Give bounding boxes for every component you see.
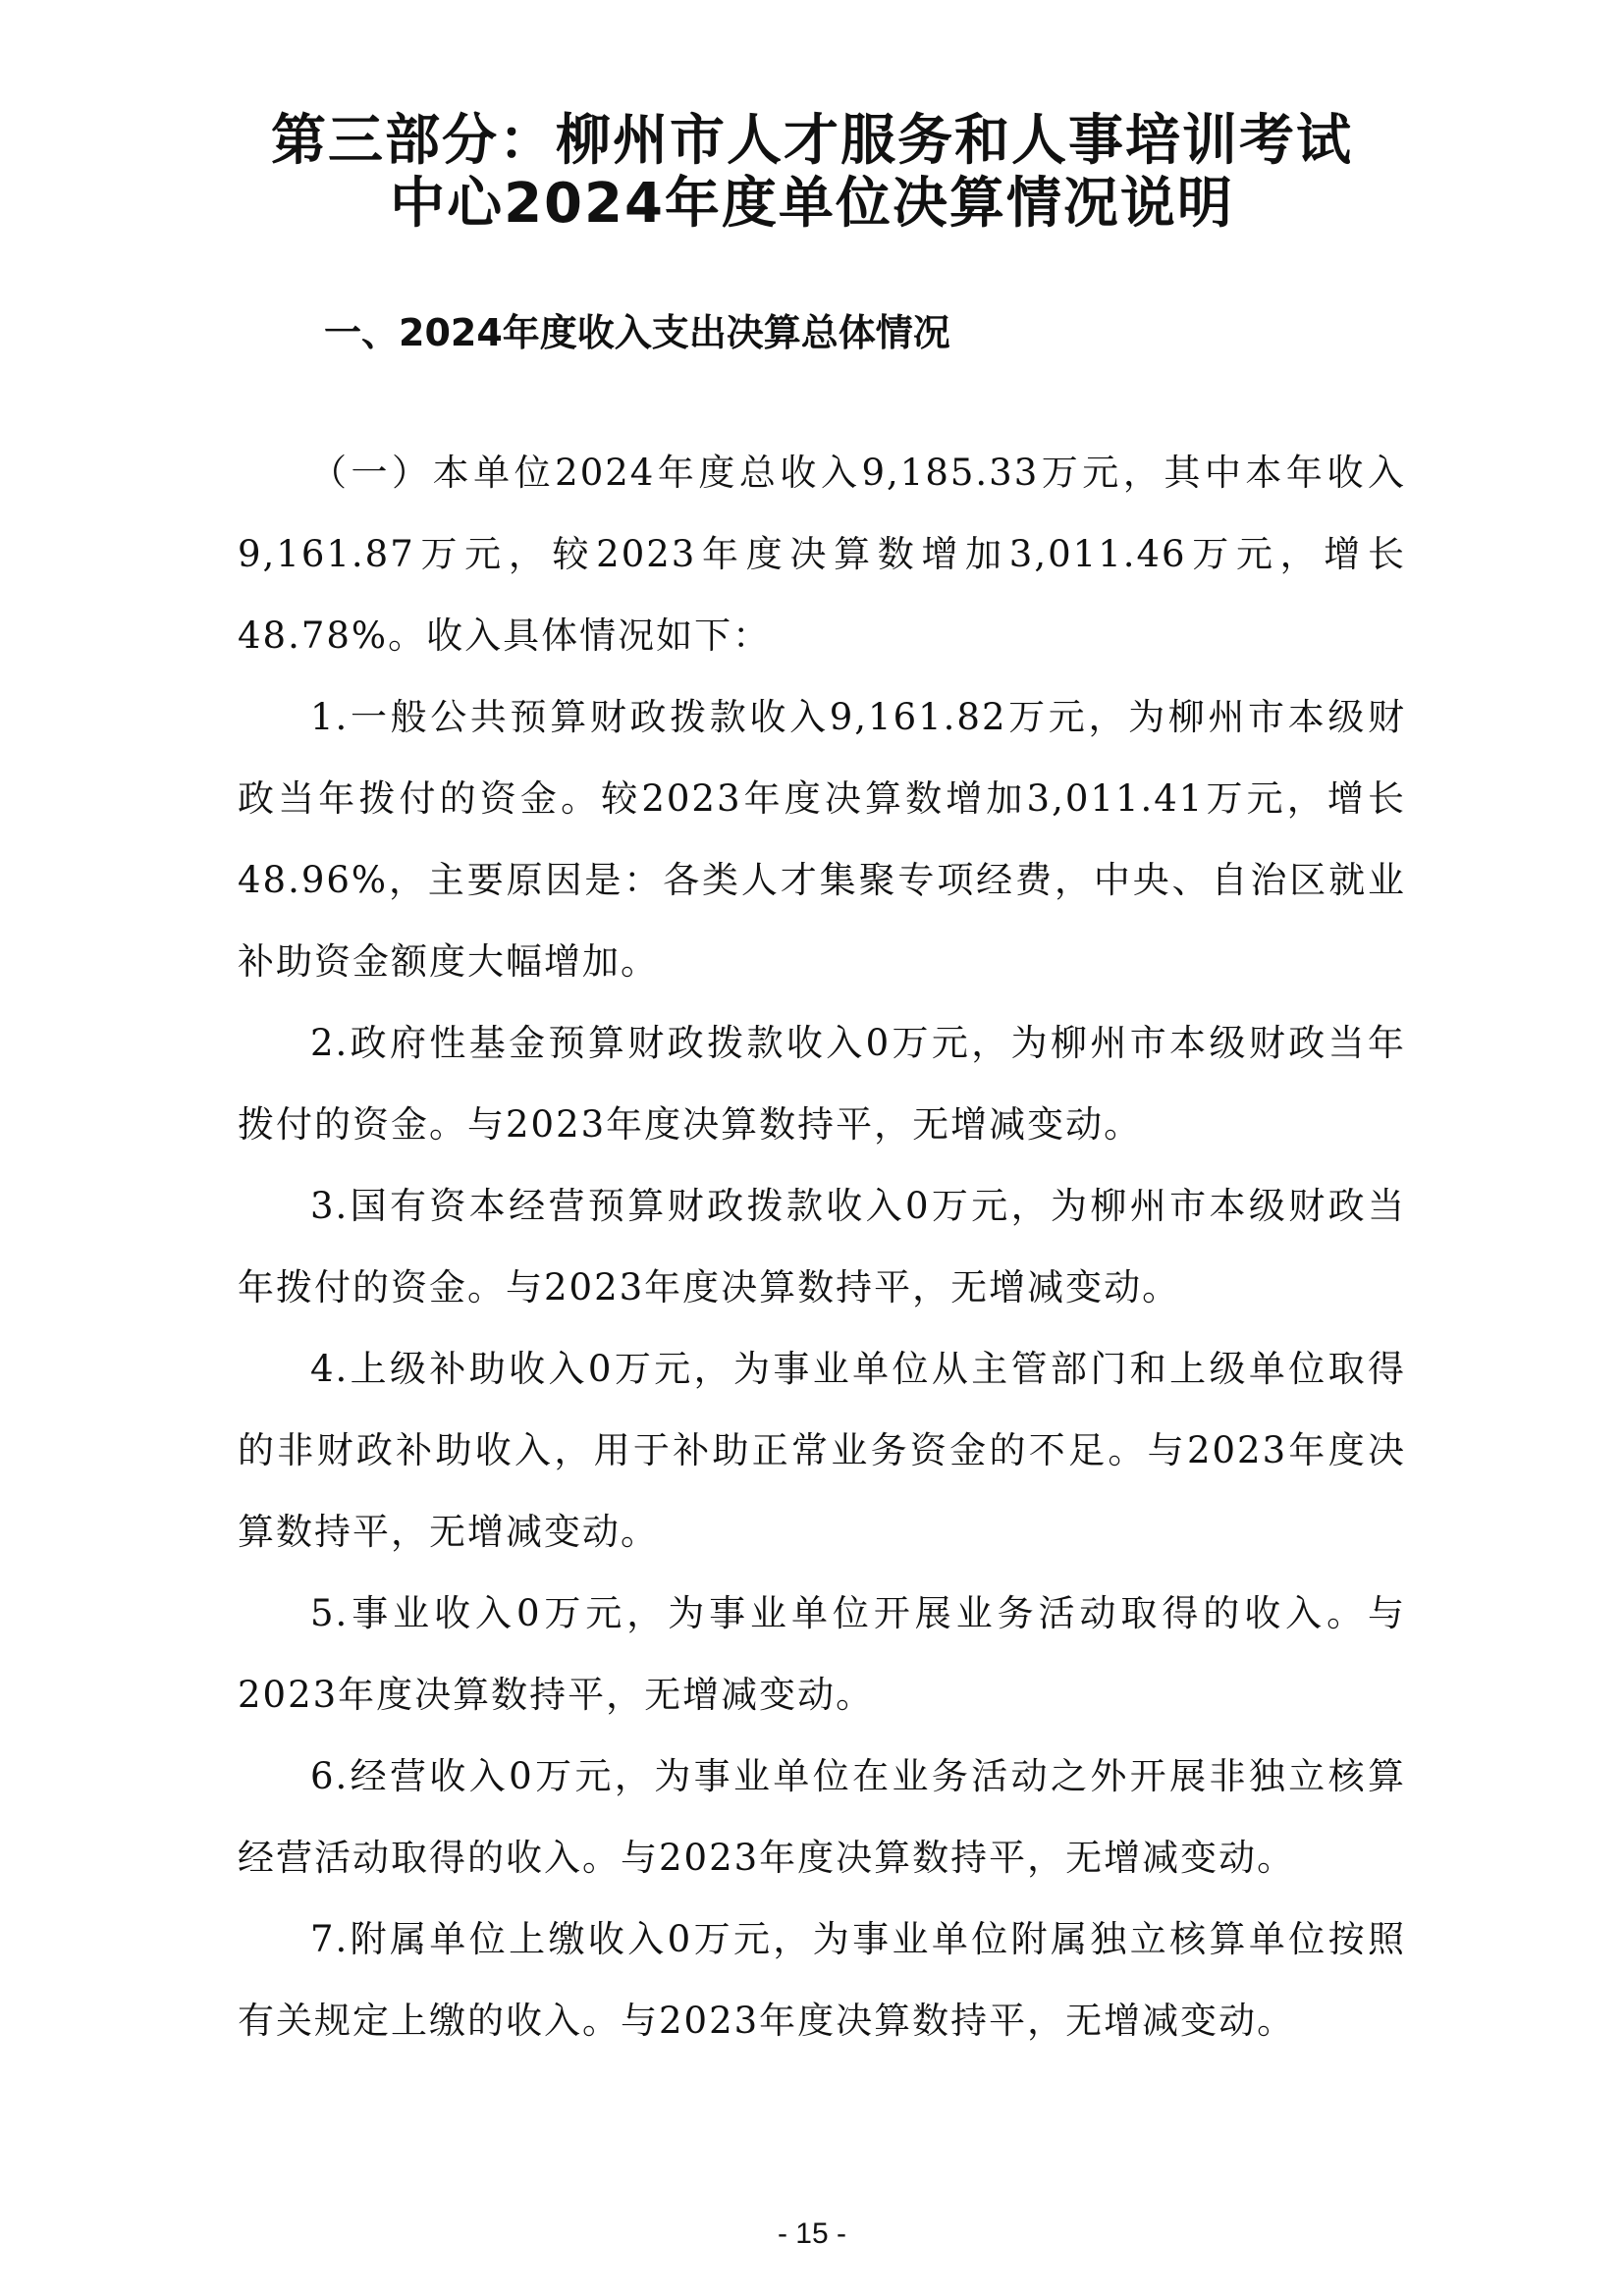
paragraph-operating-income: 6.经营收入0万元，为事业单位在业务活动之外开展非独立核算经营活动取得的收入。与2023年度决算数持平，无增减变动。	[238, 1755, 1406, 1879]
paragraph-income-summary: （一）本单位2024年度总收入9,185.33万元，其中本年收入9,161.87万元，较2023年度决算数增加3,011.46万元，增长48.78%。收入具体情况如下：	[238, 452, 1406, 657]
page-title	[0, 110, 1624, 236]
section-heading: 一、2024年度收入支出决算总体情况	[324, 311, 950, 354]
paragraph-affiliated-unit-income: 7.附属单位上缴收入0万元，为事业单位附属独立核算单位按照有关规定上缴的收入。与2023年度决算数持平，无增减变动。	[238, 1918, 1406, 2042]
paragraph-government-fund-income: 2.政府性基金预算财政拨款收入0万元，为柳州市本级财政当年拨付的资金。与2023年度决算数持平，无增减变动。	[238, 1022, 1406, 1146]
page-number: - 15 -	[777, 2217, 847, 2250]
paragraph-business-income: 5.事业收入0万元，为事业单位开展业务活动取得的收入。与2023年度决算数持平，无增减变动。	[238, 1592, 1406, 1716]
body-text	[238, 432, 1406, 2061]
page-title-line-2: 中心2024年度单位决算情况说明	[390, 172, 1234, 236]
paragraph-superior-subsidy-income: 4.上级补助收入0万元，为事业单位从主管部门和上级单位取得的非财政补助收入，用于补助正常业务资金的不足。与2023年度决算数持平，无增减变动。	[238, 1348, 1406, 1553]
paragraph-general-budget-income: 1.一般公共预算财政拨款收入9,161.82万元，为柳州市本级财政当年拨付的资金。较2023年度决算数增加3,011.41万元，增长48.96%，主要原因是：各类人才集聚专项经费，中央、自治区就业补助资金额度大幅增加。	[238, 696, 1406, 983]
paragraph-state-capital-income: 3.国有资本经营预算财政拨款收入0万元，为柳州市本级财政当年拨付的资金。与2023年度决算数持平，无增减变动。	[238, 1185, 1406, 1308]
page-title-line-1: 第三部分：柳州市人才服务和人事培训考试	[271, 109, 1353, 173]
